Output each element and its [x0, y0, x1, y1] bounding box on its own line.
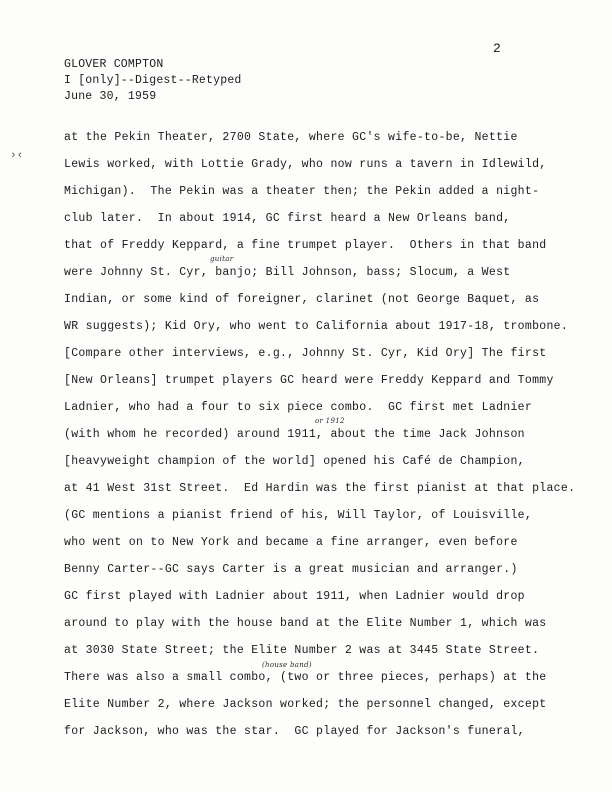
text-line: around to play with the house band at the Elite Number 1, which was: [64, 617, 547, 630]
text-line: Ladnier, who had a four to six piece combo. GC first met Ladnier: [64, 401, 533, 414]
text-line: club later. In about 1914, GC first heard a New Orleans band,: [64, 212, 511, 225]
header-date: June 30, 1959: [64, 90, 157, 103]
page-number: 2: [493, 41, 501, 56]
text-line: Indian, or some kind of foreigner, clarinet (not George Baquet, as: [64, 293, 540, 306]
text-line: at the Pekin Theater, 2700 State, where GC's wife-to-be, Nettie: [64, 131, 518, 144]
text-line: [heavyweight champion of the world] opened his Café de Champion,: [64, 455, 525, 468]
text-line: [Compare other interviews, e.g., Johnny St. Cyr, Kid Ory] The first: [64, 347, 547, 360]
text-line: at 41 West 31st Street. Ed Hardin was the first pianist at that place.: [64, 482, 576, 495]
text-line: Elite Number 2, where Jackson worked; the personnel changed, except: [64, 698, 547, 711]
text-line: [New Orleans] trumpet players GC heard were Freddy Keppard and Tommy: [64, 374, 554, 387]
text-line: Michigan). The Pekin was a theater then; the Pekin added a night-: [64, 185, 540, 198]
text-line: at 3030 State Street; the Elite Number 2 was at 3445 State Street.: [64, 644, 540, 657]
handwritten-annotation-house-band: (house band): [262, 661, 312, 669]
handwritten-annotation-year: or 1912: [315, 417, 345, 425]
text-line: GC first played with Ladnier about 1911, when Ladnier would drop: [64, 590, 525, 603]
text-line: that of Freddy Keppard, a fine trumpet player. Others in that band: [64, 239, 547, 252]
handwritten-annotation-guitar: guitar: [210, 255, 234, 263]
document-header: [64, 57, 242, 105]
margin-mark: ›‹: [10, 150, 24, 162]
header-name: GLOVER COMPTON: [64, 58, 164, 71]
text-line: WR suggests); Kid Ory, who went to California about 1917-18, trombone.: [64, 320, 569, 333]
header-reel: I [only]--Digest--Retyped: [64, 74, 242, 87]
text-line: Lewis worked, with Lottie Grady, who now runs a tavern in Idlewild,: [64, 158, 547, 171]
text-line: were Johnny St. Cyr, banjo; Bill Johnson, bass; Slocum, a West: [64, 266, 511, 279]
text-line: who went on to New York and became a fine arranger, even before: [64, 536, 518, 549]
text-line: (with whom he recorded) around 1911, about the time Jack Johnson: [64, 428, 525, 441]
text-line: Benny Carter--GC says Carter is a great musician and arranger.): [64, 563, 518, 576]
text-line: for Jackson, who was the star. GC played for Jackson's funeral,: [64, 725, 525, 738]
text-line: (GC mentions a pianist friend of his, Will Taylor, of Louisville,: [64, 509, 533, 522]
text-line: There was also a small combo, (two or three pieces, perhaps) at the: [64, 671, 547, 684]
